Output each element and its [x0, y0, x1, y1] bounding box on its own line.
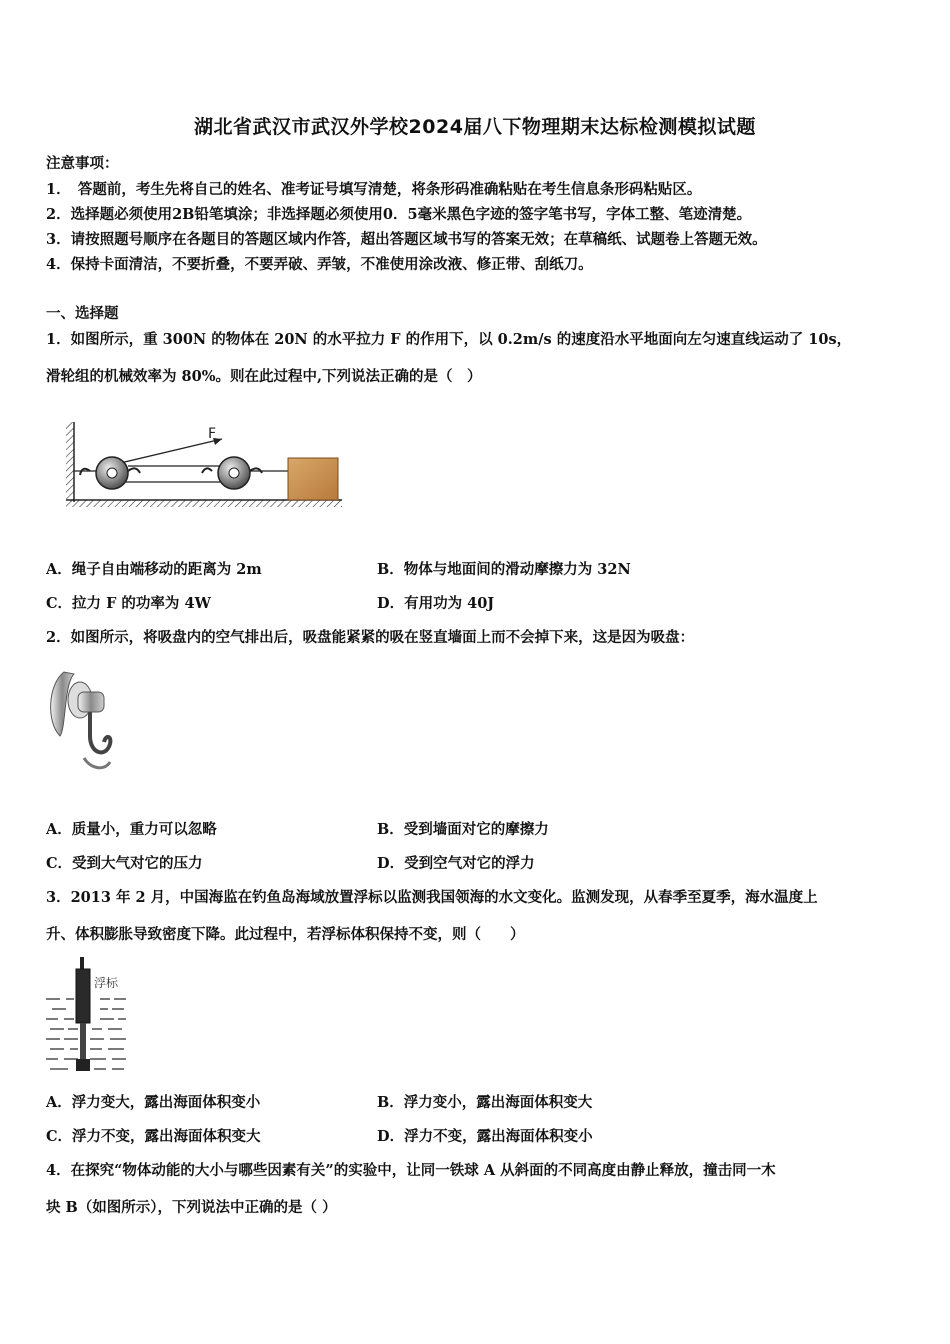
hook — [90, 712, 110, 752]
buoy-body — [76, 969, 90, 1023]
notice-item-4: 4．保持卡面清洁，不要折叠，不要弄破、弄皱，不准使用涂改液、修正带、刮纸刀。 — [46, 256, 593, 273]
q1-option-b[interactable]: B．物体与地面间的滑动摩擦力为 32N — [377, 561, 631, 578]
ground-hatch — [66, 500, 342, 507]
question-3-line-2: 升、体积膨胀导致密度下降。此过程中，若浮标体积保持不变，则（ ） — [46, 926, 525, 943]
suction-cup-body — [78, 692, 104, 712]
q3-option-d[interactable]: D．浮力不变，露出海面体积变小 — [377, 1128, 593, 1145]
page-title: 湖北省武汉市武汉外学校2024届八下物理期末达标检测模拟试题 — [194, 116, 756, 138]
q2-option-c[interactable]: C．受到大气对它的压力 — [46, 855, 203, 872]
section-heading-choice: 一、选择题 — [46, 305, 119, 322]
question-1-line-1: 1．如图所示，重 300N 的物体在 20N 的水平拉力 F 的作用下，以 0.2m/s 的速度沿水平地面向左匀速直线运动了 10s， — [46, 331, 852, 348]
buoy-label: 浮标 — [94, 976, 119, 990]
notice-item-3: 3．请按照题号顺序在各题目的答题区域内作答，超出答题区域书写的答案无效；在草稿纸、试题卷上答题无效。 — [46, 231, 767, 248]
question-4-line-2: 块 B（如图所示），下列说法中正确的是（ ） — [46, 1199, 337, 1216]
q3-option-b[interactable]: B．浮力变小，露出海面体积变大 — [377, 1094, 593, 1111]
q1-option-c[interactable]: C．拉力 F 的功率为 4W — [46, 595, 211, 612]
q3-option-c[interactable]: C．浮力不变，露出海面体积变大 — [46, 1128, 261, 1145]
buoy-figure — [44, 955, 130, 1075]
buoy-weight — [76, 1059, 90, 1071]
notice-item-2: 2．选择题必须使用2B铅笔填涂；非选择题必须使用0．5毫米黑色字迹的签字笔书写，字体工整、笔迹清楚。 — [46, 206, 752, 223]
question-1-line-2: 滑轮组的机械效率为 80%。则在此过程中,下列说法正确的是（ ） — [46, 368, 482, 385]
notice-heading: 注意事项： — [46, 155, 119, 172]
q3-option-a[interactable]: A．浮力变大，露出海面体积变小 — [46, 1094, 261, 1111]
suction-cup-figure — [44, 664, 124, 776]
question-2-line-1: 2．如图所示，将吸盘内的空气排出后，吸盘能紧紧的吸在竖直墙面上而不会掉下来，这是因为吸盘： — [46, 629, 695, 646]
question-4-line-1: 4．在探究“物体动能的大小与哪些因素有关”的实验中，让同一铁球 A 从斜面的不同高度由静止释放，撞击同一木 — [46, 1162, 776, 1179]
q1-option-d[interactable]: D．有用功为 40J — [377, 595, 495, 612]
notice-item-1: 1． 答题前，考生先将自己的姓名、准考证号填写清楚，将条形码准确粘贴在考生信息条形码粘贴区。 — [46, 181, 702, 198]
q2-option-a[interactable]: A．质量小，重力可以忽略 — [46, 821, 217, 838]
q1-option-a[interactable]: A．绳子自由端移动的距离为 2m — [46, 561, 262, 578]
pull-rope — [112, 439, 222, 465]
question-3-line-1: 3．2013 年 2 月，中国海监在钓鱼岛海域放置浮标以监测我国领海的水文变化。监测发现，从春季至夏季，海水温度上 — [46, 889, 818, 906]
wall-hatch — [66, 422, 74, 502]
q2-option-d[interactable]: D．受到空气对它的浮力 — [377, 855, 535, 872]
q2-option-b[interactable]: B．受到墙面对它的摩擦力 — [377, 821, 549, 838]
wooden-block — [288, 458, 338, 500]
force-label: F — [208, 426, 217, 442]
pulley-system-figure — [62, 418, 346, 512]
